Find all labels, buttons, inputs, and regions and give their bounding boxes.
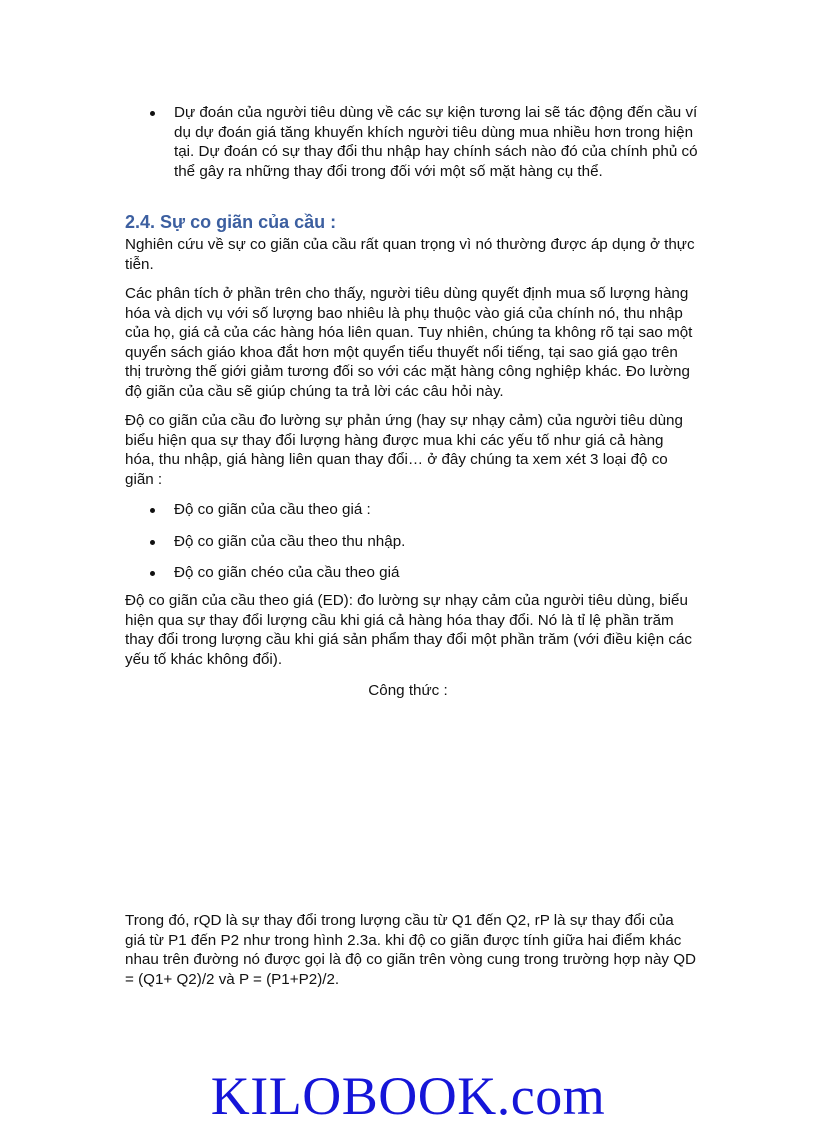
paragraph-definition: Độ co giãn của cầu đo lường sự phản ứng (hay sự nhạy cảm) của người tiêu dùng biểu hiện qua sự thay đổi lượng hàng được mua khi các yếu tố như giá cả hàng hóa, thu nhập, giá hàng liên quan thay đổi… ở đây chúng ta xem xét 3 loại độ co giãn : [125, 412, 683, 488]
section-heading: 2.4. Sự co giãn của cầu : [125, 212, 337, 232]
formula-label: Công thức : [368, 682, 448, 699]
paragraph-price-elasticity: Độ co giãn của cầu theo giá (ED): đo lường sự nhạy cảm của người tiêu dùng, biểu hiện qua sự thay đổi lượng cầu khi giá cả hàng hóa thay đổi. Nó là tỉ lệ phần trăm thay đổi trong lượng cầu khi giá sản phẩm thay đổi một phần trăm (với điều kiện các yếu tố khác không đổi). [125, 592, 693, 668]
paragraph-analysis: Các phân tích ở phần trên cho thấy, người tiêu dùng quyết định mua số lượng hàng hóa và dịch vụ với số lượng bao nhiêu là phụ thuộc vào giá của chính nó, thu nhập của họ, giá cả của các hàng hóa liên quan. Tuy nhiên, chúng ta không rõ tại sao một quyển sách giáo khoa đắt hơn một quyển tiểu thuyết nổi tiếng, tại sao giá gạo trên thị trường thế giới giảm tương đối so với các mặt hàng công nghiệp khác. Đo lường độ giãn của cầu sẽ giúp chúng ta trả lời các câu hỏi này. [125, 285, 693, 400]
paragraph-importance: Nghiên cứu về sự co giãn của cầu rất quan trọng vì nó thường được áp dụng ở thực tiễn. [125, 236, 695, 273]
watermark-logo: KILOBOOK.com [210, 1066, 606, 1126]
elasticity-types-list [146, 500, 706, 583]
paragraph-explanation: Trong đó, rQD là sự thay đổi trong lượng cầu từ Q1 đến Q2, rP là sự thay đổi của giá từ P1 đến P2 như trong hình 2.3a. khi độ co giãn được tính giữa hai điểm khác nhau trên đường nó được gọi là độ co giãn trên vòng cung trong trường hợp này QD = (Q1+ Q2)/2 và P = (P1+P2)/2. [125, 912, 697, 988]
intro-bullet-item: Dự đoán của người tiêu dùng về các sự kiện tương lai sẽ tác động đến cầu ví dụ dự đoán giá tăng khuyến khích người tiêu dùng mua nhiều hơn trong hiện tại. Dự đoán có sự thay đổi thu nhập hay chính sách nào đó của chính phủ có thể gây ra những thay đổi trong đối với một số mặt hàng cụ thể. [146, 103, 706, 181]
intro-bullet-list [146, 103, 706, 181]
elasticity-type-item: Độ co giãn của cầu theo thu nhập. [146, 532, 706, 552]
formula-blank-area [125, 712, 697, 902]
elasticity-type-item: Độ co giãn của cầu theo giá : [146, 500, 706, 520]
elasticity-type-item: Độ co giãn chéo của cầu theo giá [146, 563, 706, 583]
